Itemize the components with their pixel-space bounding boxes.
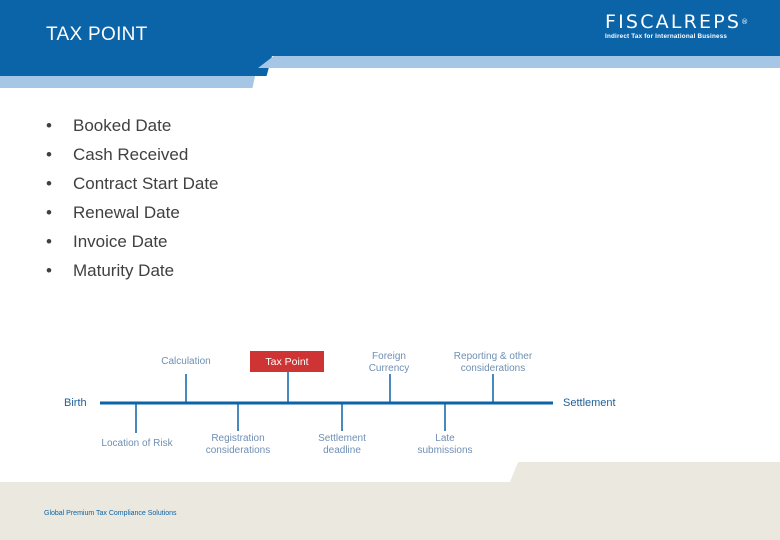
slide-title: TAX POINT <box>46 24 148 45</box>
bullet-marker: • <box>46 261 52 280</box>
bullet-text: Contract Start Date <box>73 174 219 193</box>
bullet-text: Maturity Date <box>73 261 175 280</box>
footer-band-tab <box>510 462 780 482</box>
label-late-submissions: Late submissions <box>417 433 473 456</box>
bullet-marker: • <box>46 145 52 164</box>
label-reporting: Reporting & other considerations <box>453 351 533 374</box>
timeline-end-label: Settlement <box>563 397 616 409</box>
bullet-text: Booked Date <box>73 116 172 135</box>
bullet-text: Renewal Date <box>73 203 180 222</box>
bullet-text: Cash Received <box>73 145 189 164</box>
label-registration: Registration considerations <box>205 433 271 456</box>
logo-wordmark: FISCALREPS <box>605 11 742 33</box>
label-calculation: Calculation <box>161 356 211 367</box>
bullet-marker: • <box>46 232 52 251</box>
bullet-marker: • <box>46 116 52 135</box>
bullet-text: Invoice Date <box>73 232 168 251</box>
footer-text: Global Premium Tax Compliance Solutions <box>44 510 177 517</box>
bullet-marker: • <box>46 203 52 222</box>
logo-registered-mark: ® <box>741 18 751 26</box>
timeline-start-label: Birth <box>64 397 87 409</box>
label-location-of-risk: Location of Risk <box>101 438 173 449</box>
label-foreign-currency: Foreign Currency <box>368 351 410 374</box>
label-settlement-deadline: Settlement deadline <box>318 433 366 456</box>
logo-tagline: Indirect Tax for International Business <box>605 33 728 40</box>
tax-point-highlight: Tax Point <box>250 351 324 372</box>
bullet-marker: • <box>46 174 52 193</box>
